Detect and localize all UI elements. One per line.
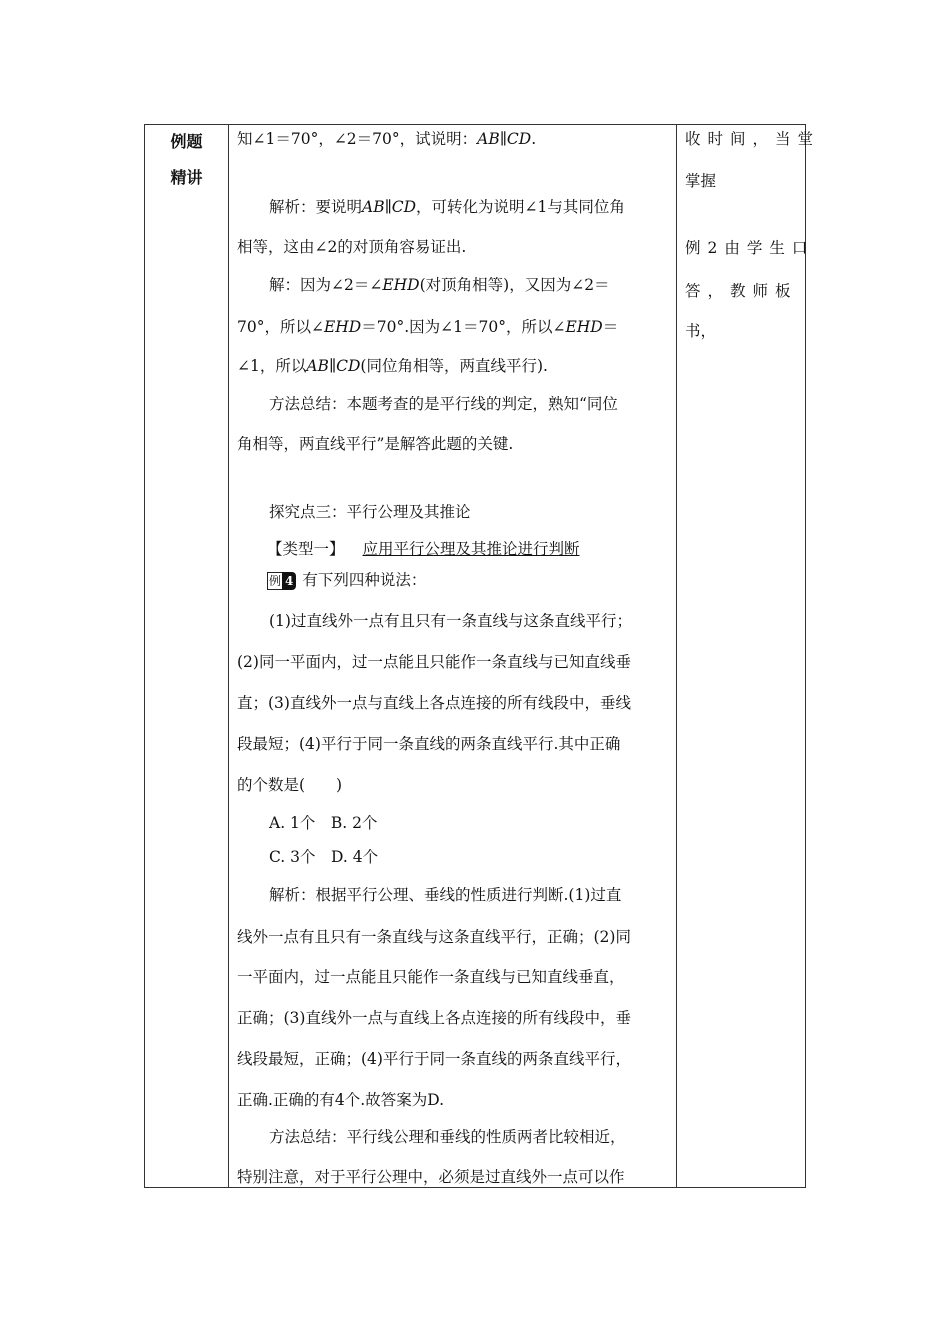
text-line: 线外一点有且只有一条直线与这条直线平行，正确；(2)同 [237, 928, 631, 946]
type-heading [267, 539, 580, 559]
text-line: 方法总结：平行线公理和垂线的性质两者比较相近， [269, 1128, 626, 1146]
option-line: C. 3个 D. 4个 [269, 848, 379, 866]
note-line: 收时间，当堂 [685, 130, 821, 148]
text-line: 直；(3)直线外一点与直线上各点连接的所有线段中，垂线 [237, 694, 631, 712]
text-line: 线段最短，正确；(4)平行于同一条直线的两条直线平行， [237, 1050, 631, 1068]
text-line: 角相等，两直线平行”是解答此题的关键. [237, 435, 514, 453]
note-line: 书， [685, 322, 717, 340]
note-line: 掌握 [685, 172, 717, 190]
text-line: 70°，所以∠EHD＝70°.因为∠1＝70°，所以∠EHD＝ [237, 318, 619, 336]
text-line: ∠1，所以AB∥CD(同位角相等，两直线平行). [237, 357, 548, 375]
section-label-line-1: 例题 [170, 132, 203, 151]
lesson-table [144, 124, 821, 1188]
text-line: (1)过直线外一点有且只有一条直线与这条直线平行； [269, 612, 632, 630]
text-line: 的个数是( ) [237, 776, 343, 794]
type-tag: 【类型一】 [267, 540, 345, 558]
note-line: 例2由学生口 [685, 239, 815, 257]
text-line: 特别注意，对于平行公理中，必须是过直线外一点可以作 [237, 1168, 625, 1186]
text-line: 方法总结：本题考查的是平行线的判定，熟知“同位 [269, 395, 618, 413]
type-title: 应用平行公理及其推论进行判断 [362, 540, 580, 558]
section-heading: 探究点三：平行公理及其推论 [269, 503, 471, 521]
example-badge-icon: 例 4 [267, 572, 296, 590]
column-divider-right [676, 125, 677, 1187]
option-line: A. 1个 B. 2个 [269, 814, 378, 832]
text-line: 段最短；(4)平行于同一条直线的两条直线平行.其中正确 [237, 735, 621, 753]
text-line: 正确.正确的有4个.故答案为D. [237, 1091, 445, 1109]
section-label-line-2: 精讲 [170, 168, 203, 187]
text-line: 解析：要说明AB∥CD，可转化为说明∠1与其同位角 [269, 198, 625, 216]
note-line: 答，教师板 [685, 282, 798, 300]
text-line: (2)同一平面内，过一点能且只能作一条直线与已知直线垂 [237, 653, 631, 671]
column-divider-left [228, 125, 229, 1187]
text-line: 正确；(3)直线外一点与直线上各点连接的所有线段中，垂 [237, 1009, 631, 1027]
text-line: 一平面内，过一点能且只能作一条直线与已知直线垂直， [237, 968, 625, 986]
example-line: 例 4 有下列四种说法： [269, 571, 427, 589]
text-line: 知∠1＝70°，∠2＝70°，试说明：AB∥CD. [237, 130, 537, 148]
text-line: 解：因为∠2＝∠EHD(对顶角相等)，又因为∠2＝ [269, 276, 610, 294]
text-line: 解析：根据平行公理、垂线的性质进行判断.(1)过直 [269, 886, 622, 904]
text-line: 相等，这由∠2的对顶角容易证出. [237, 238, 467, 256]
